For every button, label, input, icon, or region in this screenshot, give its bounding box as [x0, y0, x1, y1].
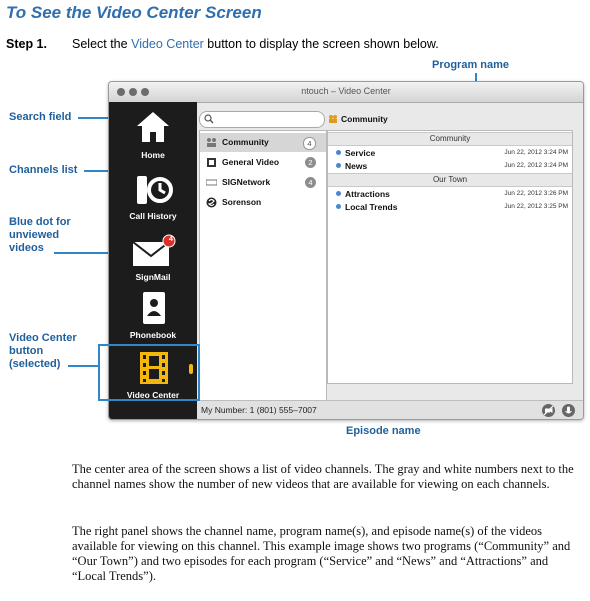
camera-privacy-icon[interactable] [541, 403, 556, 418]
home-icon [135, 110, 171, 144]
channel-item[interactable] [200, 153, 326, 172]
episode-name: News [345, 161, 368, 171]
unviewed-dot [336, 204, 341, 209]
callout-channels-list: Channels list [9, 164, 78, 176]
step-number: Step 1. [6, 37, 47, 51]
sidebar-item-label: Phonebook [129, 330, 177, 340]
call-history-icon [133, 172, 173, 208]
section-heading: To See the Video Center Screen [6, 3, 262, 22]
sidebar-item-call-history[interactable] [109, 170, 197, 228]
channel-item[interactable] [200, 133, 326, 152]
unviewed-dot [336, 163, 341, 168]
signetwork-icon [206, 177, 217, 188]
status-bar [197, 400, 583, 420]
program-header: Our Town [328, 173, 572, 187]
video-center-link[interactable]: Video Center [131, 37, 204, 51]
film-icon [206, 157, 217, 168]
channel-count-badge: 4 [303, 137, 316, 150]
signmail-badge: 4 [169, 236, 173, 243]
sidebar-item-signmail[interactable] [109, 230, 197, 288]
sidebar-item-label: Video Center [126, 390, 180, 400]
episode-name: Attractions [345, 189, 390, 199]
episode-row[interactable] [328, 200, 572, 213]
episode-row[interactable] [328, 146, 572, 159]
episode-row[interactable] [328, 187, 572, 200]
callout-search-field: Search field [9, 111, 72, 123]
title-bar [109, 82, 583, 103]
search-input[interactable] [199, 111, 325, 128]
channel-name: General Video [222, 157, 280, 167]
community-icon [206, 137, 217, 148]
callout-program-name: Program name [432, 59, 510, 71]
episode-date: Jun 22, 2012 3:25 PM [504, 203, 568, 210]
channel-item[interactable] [200, 173, 326, 192]
sorenson-icon [206, 197, 217, 208]
search-icon [204, 114, 214, 124]
callout-episode-name: Episode name [346, 425, 421, 437]
window-title: ntouch – Video Center [301, 86, 391, 96]
microphone-icon[interactable] [561, 403, 576, 418]
video-center-highlight [98, 344, 200, 401]
channel-name: Sorenson [222, 197, 262, 207]
sidebar-item-phonebook[interactable] [109, 288, 197, 346]
channel-header: Community [341, 114, 388, 124]
paragraph: The center area of the screen shows a list of video channels. The gray and white numbers next to the channel names show the number of new videos that are available for viewing on each channels. [72, 462, 574, 491]
episode-date: Jun 22, 2012 3:24 PM [504, 162, 568, 169]
episode-date: Jun 22, 2012 3:24 PM [504, 149, 568, 156]
phonebook-icon [139, 290, 169, 326]
callout-blue-dot: Blue dot for unviewed videos [9, 216, 71, 254]
sidebar-item-label: Home [141, 150, 165, 160]
my-number: My Number: 1 (801) 555–7007 [201, 405, 317, 415]
channel-name: Community [222, 137, 269, 147]
sidebar-item-label: Call History [129, 211, 177, 221]
unviewed-dot [336, 191, 341, 196]
episode-name: Service [345, 148, 376, 158]
paragraph: The right panel shows the channel name, program name(s), and episode name(s) of the videos available for viewing on this channel. This example image shows two programs (“Community” and “Our Town”) and two episodes for each program (“Service” and “News” and “Attractions” and “Local Trends”). [72, 524, 571, 583]
channel-name: SIGNetwork [222, 177, 271, 187]
episode-row[interactable] [328, 159, 572, 172]
programs-panel [327, 130, 573, 384]
episode-name: Local Trends [345, 202, 398, 212]
channel-item[interactable] [200, 193, 326, 212]
channels-list [199, 130, 327, 402]
sidebar-item-label: SignMail [135, 272, 171, 282]
episode-date: Jun 22, 2012 3:26 PM [504, 190, 568, 197]
unviewed-dot [336, 150, 341, 155]
callout-video-center-button: Video Center button (selected) [9, 332, 77, 370]
channel-count-badge: 2 [305, 157, 316, 168]
program-header: Community [328, 132, 572, 146]
step-instruction: Select the Video Center button to display the screen shown below. [72, 37, 439, 51]
callout-line [68, 365, 98, 367]
sidebar-item-home[interactable] [109, 106, 197, 164]
channel-count-badge: 4 [305, 177, 316, 188]
community-icon [328, 114, 338, 124]
